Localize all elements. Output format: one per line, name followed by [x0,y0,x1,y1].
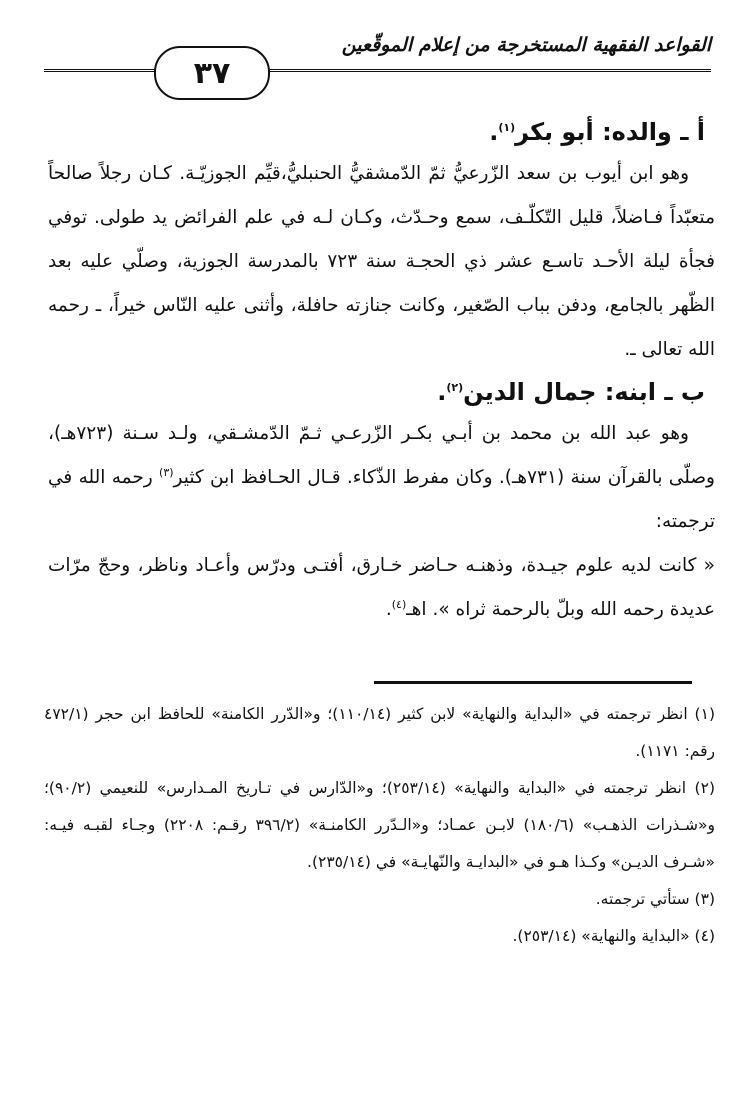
running-title: القواعد الفقهية المستخرجة من إعلام الموقّعين [341,34,711,56]
heading-a-tail: . [489,118,499,146]
footnote-1: (١) انظر ترجمته في «البداية والنهاية» لابن كثير (١١٠/١٤)؛ و«الدّرر الكامنة» للحافظ ابن حجر (٤٧٢/١ رقم: ١١٧١). [44,705,715,760]
footnotes [44,696,715,955]
heading-b-tail: . [437,378,447,406]
footnote-3: (٣) ستأتي ترجمته. [595,890,715,908]
footnote-ref-1[interactable]: (١) [498,121,516,134]
paragraph-son [48,412,715,544]
heading-a-text: أ ـ والده: أبو بكر [515,118,705,146]
footnote-separator [374,681,692,684]
main-text [48,112,715,632]
footnote-4: (٤) «البداية والنهاية» (٢٥٣/١٤). [512,927,715,945]
section-heading-b [48,372,705,412]
footnote-ref-3[interactable]: (٣) [159,465,174,479]
quotation-text: « كانت لديه علوم جيـدة، وذهنـه حـاضر خـارق، أفتـى ودرّس وأعـاد وناظر، وحجّ مرّات عديدة رحمه الله وبلّ بالرحمة ثراه ». اهـ [48,555,715,620]
page-number: ٣٧ [193,55,231,91]
paragraph-father: وهو ابن أيوب بن سعد الزّرعيُّ ثمّ الدّمشقيُّ الحنبليُّ،قيِّم الجوزيّـة. كـان رجلاً صالحاً متعبّداً فـاضلاً، قليل التّكلّـف، سمع وحـدّث، وكـان لـه في علم الفرائض يد طولى. توفي فجأة ليلة الأحـد تاسـع عشر ذي الحجـة سنة ٧٢٣ بالمدرسة الجوزية، وصلّي عليه بعد الظّهر بالجامع، ودفن بباب الصّغير، وكانت جنازته حافلة، وأثنى عليه النّاس خيراً، ـ رحمه الله تعالى ـ. [48,163,716,360]
footnote-2: (٢) انظر ترجمته في «البداية والنهاية» (٢٥٣/١٤)؛ و«الدّارس في تـاريخ المـدارس» للنعيمي (٩٠/٢)؛ و«شـذرات الذهـب» (١٨٠/٦) لابـن عمـاد؛ و«الـدّرر الكامنـة» (٣٩٦/٢ رقـم: ٢٢٠٨) وجـاء لقبـه فيـه: «شـرف الديـن» وكـذا هـو في «البدايـة والنّهايـة» في (٢٣٥/١٤). [44,779,716,871]
quotation-tail: . [385,599,392,620]
quotation [48,544,715,632]
page-number-badge [154,46,270,100]
footnote-ref-4[interactable]: (٤) [391,597,407,611]
section-heading-a [48,112,705,152]
header-rule [44,69,711,72]
heading-b-text: ب ـ ابنه: جمال الدين [463,378,705,406]
paragraph-son-start: وهو عبد الله بن محمد بن أبـي بكـر الزّرعـي ثـمّ الدّمشـقي، ولـد سـنة (٧٢٣هـ)، وصلّى بالقرآن سنة (٧٣١هـ). وكان مفرط الذّكاء. قـال الحـافظ ابن كثير [48,423,715,488]
footnote-ref-2[interactable]: (٢) [446,381,464,394]
paragraph-son-end: رحمه الله في ترجمته: [48,467,715,532]
